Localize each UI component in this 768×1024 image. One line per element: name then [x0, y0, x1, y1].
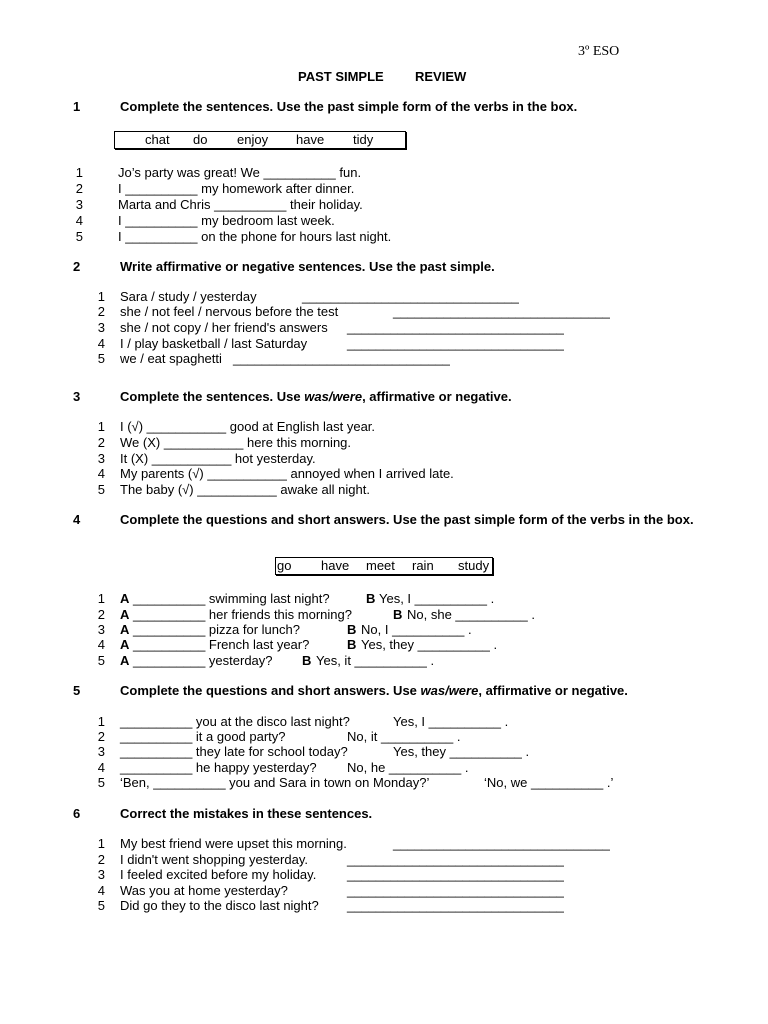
box-word: enjoy	[237, 132, 269, 147]
question-text: __________ her friends this morning?	[133, 607, 352, 622]
answer-text: Yes, they __________ .	[361, 637, 498, 652]
answer-text: No, I __________ .	[361, 622, 472, 637]
item-number: 3	[97, 867, 105, 882]
section-5-number: 5	[73, 683, 81, 698]
item-number: 4	[97, 336, 105, 351]
section-1-instruction: Complete the sentences. Use the past simple form of the verbs in the box.	[120, 99, 578, 114]
list-item: My parents (√) ___________ annoyed when I arrived late.	[120, 466, 454, 481]
item-number: 2	[97, 729, 105, 744]
answer-line[interactable]: ______________________________	[347, 898, 564, 913]
list-item: I __________ my homework after dinner.	[118, 181, 355, 196]
item-number: 5	[97, 775, 105, 790]
item-number: 5	[97, 653, 105, 668]
answer-text: Yes, it __________ .	[316, 653, 435, 668]
grade-label: 3º ESO	[578, 44, 620, 59]
speaker-b-label: B	[366, 591, 376, 606]
question-text: __________ pizza for lunch?	[133, 622, 300, 637]
word-box-2	[275, 557, 493, 575]
item-number: 4	[75, 213, 83, 228]
item-number: 4	[97, 466, 105, 481]
answer-text: Yes, they __________ .	[393, 744, 530, 759]
speaker-a-label: A	[120, 653, 130, 668]
speaker-b-label: B	[347, 637, 357, 652]
list-item: Was you at home yesterday?	[120, 883, 288, 898]
list-item: We (X) ___________ here this morning.	[120, 435, 352, 450]
question-text: __________ swimming last night?	[133, 591, 330, 606]
section-5-instruction: Complete the questions and short answers. Use was/were, affirmative or negative.	[120, 683, 628, 698]
list-item: I feeled excited before my holiday.	[120, 867, 317, 882]
answer-text: ‘No, we __________ .’	[484, 775, 614, 790]
section-6-instruction: Correct the mistakes in these sentences.	[120, 806, 373, 821]
answer-text: No, she __________ .	[407, 607, 535, 622]
answer-line[interactable]: ______________________________	[347, 883, 564, 898]
box-word: meet	[366, 558, 395, 573]
speaker-a-label: A	[120, 622, 130, 637]
list-item: she / not feel / nervous before the test	[120, 304, 339, 319]
section-2-number: 2	[73, 259, 81, 274]
page-title-review: REVIEW	[415, 69, 467, 84]
section-3-instruction: Complete the sentences. Use was/were, affirmative or negative.	[120, 389, 512, 404]
item-number: 2	[97, 607, 105, 622]
box-word: chat	[145, 132, 170, 147]
box-word: study	[458, 558, 490, 573]
item-number: 3	[97, 320, 105, 335]
section-2-instruction: Write affirmative or negative sentences. Use the past simple.	[120, 259, 495, 274]
list-item: she / not copy / her friend's answers	[120, 320, 328, 335]
list-item: Did go they to the disco last night?	[120, 898, 319, 913]
item-number: 1	[97, 836, 105, 851]
question-text: __________ they late for school today?	[120, 744, 348, 759]
item-number: 4	[97, 883, 105, 898]
section-4-instruction: Complete the questions and short answers. Use the past simple form of the verbs in the box.	[120, 512, 694, 527]
item-number: 2	[97, 304, 105, 319]
item-number: 5	[75, 229, 83, 244]
list-item: we / eat spaghetti	[120, 351, 222, 366]
item-number: 1	[75, 165, 83, 180]
item-number: 3	[97, 622, 105, 637]
answer-line[interactable]: ______________________________	[302, 289, 519, 304]
answer-text: No, he __________ .	[347, 760, 469, 775]
item-number: 1	[97, 714, 105, 729]
box-word: go	[277, 558, 292, 573]
answer-line[interactable]: ______________________________	[347, 320, 564, 335]
page-title: PAST SIMPLE	[298, 69, 384, 84]
item-number: 5	[97, 898, 105, 913]
item-number: 3	[75, 197, 83, 212]
question-text: __________ you at the disco last night?	[120, 714, 350, 729]
item-number: 1	[97, 419, 105, 434]
question-text: ‘Ben, __________ you and Sara in town on Monday?’	[120, 775, 430, 790]
list-item: Sara / study / yesterday	[120, 289, 257, 304]
list-item: I (√) ___________ good at English last year.	[120, 419, 376, 434]
list-item: I __________ on the phone for hours last night.	[118, 229, 392, 244]
section-1-number: 1	[73, 99, 81, 114]
item-number: 1	[97, 591, 105, 606]
list-item: Jo’s party was great! We __________ fun.	[118, 165, 362, 180]
list-item: Marta and Chris __________ their holiday.	[118, 197, 363, 212]
item-number: 2	[97, 435, 105, 450]
speaker-b-label: B	[393, 607, 403, 622]
box-word: have	[296, 132, 325, 147]
list-item: I __________ my bedroom last week.	[118, 213, 335, 228]
speaker-b-label: B	[347, 622, 357, 637]
item-number: 4	[97, 637, 105, 652]
speaker-a-label: A	[120, 607, 130, 622]
box-word: have	[321, 558, 350, 573]
section-6-number: 6	[73, 806, 81, 821]
item-number: 5	[97, 351, 105, 366]
word-box-1	[114, 131, 406, 149]
answer-line[interactable]: ______________________________	[393, 304, 610, 319]
speaker-a-label: A	[120, 637, 130, 652]
item-number: 3	[97, 744, 105, 759]
question-text: __________ yesterday?	[133, 653, 273, 668]
box-word: rain	[412, 558, 434, 573]
answer-line[interactable]: ______________________________	[347, 336, 564, 351]
list-item: The baby (√) ___________ awake all night.	[120, 482, 370, 497]
item-number: 2	[97, 852, 105, 867]
answer-line[interactable]: ______________________________	[393, 836, 610, 851]
box-word: tidy	[353, 132, 374, 147]
list-item: My best friend were upset this morning.	[120, 836, 347, 851]
answer-line[interactable]: ______________________________	[233, 351, 450, 366]
section-4-number: 4	[73, 512, 81, 527]
answer-text: No, it __________ .	[347, 729, 461, 744]
item-number: 1	[97, 289, 105, 304]
speaker-a-label: A	[120, 591, 130, 606]
answer-text: Yes, I __________ .	[393, 714, 509, 729]
list-item: I didn't went shopping yesterday.	[120, 852, 308, 867]
question-text: __________ it a good party?	[120, 729, 286, 744]
answer-line[interactable]: ______________________________	[347, 867, 564, 882]
answer-line[interactable]: ______________________________	[347, 852, 564, 867]
item-number: 3	[97, 451, 105, 466]
item-number: 4	[97, 760, 105, 775]
item-number: 5	[97, 482, 105, 497]
list-item: I / play basketball / last Saturday	[120, 336, 308, 351]
question-text: __________ French last year?	[133, 637, 310, 652]
answer-text: Yes, I __________ .	[379, 591, 495, 606]
list-item: It (X) ___________ hot yesterday.	[120, 451, 316, 466]
question-text: __________ he happy yesterday?	[120, 760, 317, 775]
item-number: 2	[75, 181, 83, 196]
speaker-b-label: B	[302, 653, 312, 668]
box-word: do	[193, 132, 208, 147]
section-3-number: 3	[73, 389, 81, 404]
